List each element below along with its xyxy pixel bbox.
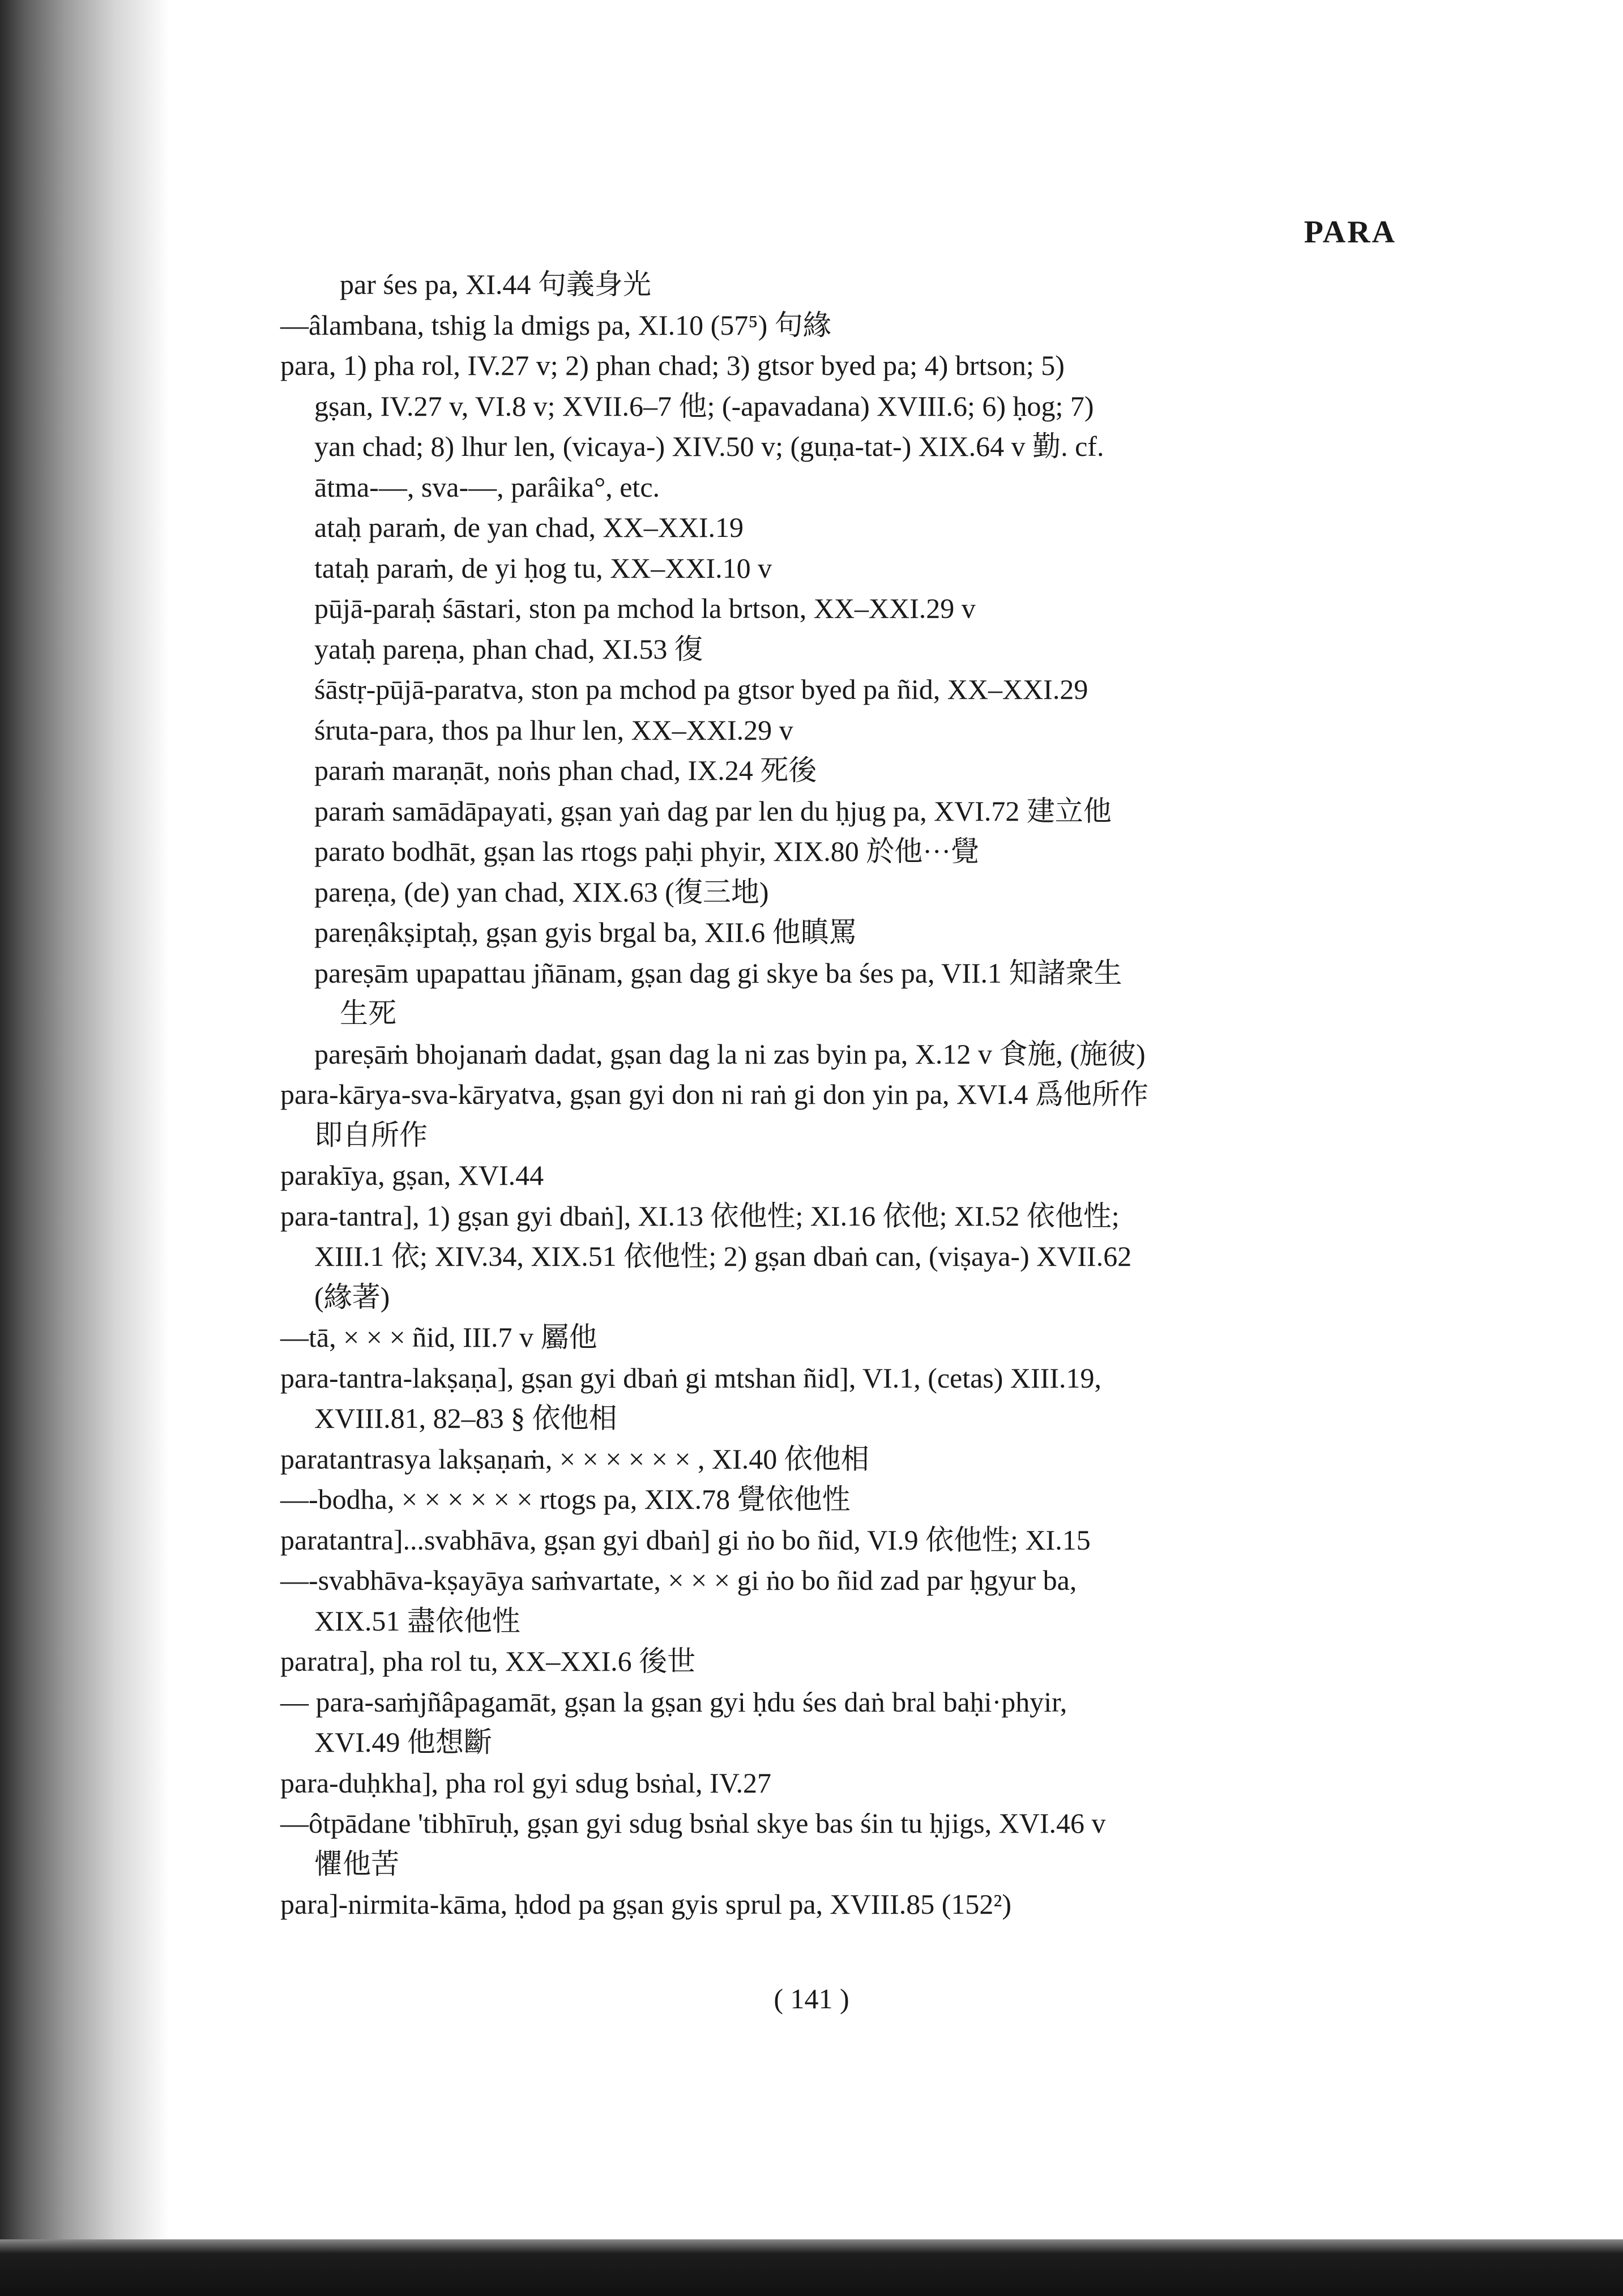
entry-line: ātma-—, sva-—, parâika°, etc. <box>314 471 660 503</box>
entry-line: śruta-para, thos pa lhur len, XX–XXI.29 v <box>314 714 793 746</box>
entry-line: gṣan, IV.27 v, VI.8 v; XVII.6–7 他; (-apavadana) XVIII.6; 6) ḥog; 7) <box>314 390 1094 422</box>
entry-line: pūjā-paraḥ śāstari, ston pa mchod la brtson, XX–XXI.29 v <box>314 592 976 624</box>
entry-line: (緣著) <box>314 1281 390 1313</box>
entry-line: paratantrasya lakṣaṇaṁ, × × × × × × , XI.40 依他相 <box>280 1443 869 1475</box>
entry-line: parakīya, gṣan, XVI.44 <box>280 1159 544 1191</box>
entry-line: —ôtpādane 'tibhīruḥ, gṣan gyi sdug bsṅal skye bas śin tu ḥjigs, XVI.46 v <box>280 1807 1106 1839</box>
entry-line: XVIII.81, 82–83 § 依他相 <box>314 1402 617 1434</box>
entry-line: XIX.51 盡依他性 <box>314 1605 520 1637</box>
entry-line: para-tantra-lakṣaṇa], gṣan gyi dbaṅ gi mtshan ñid], VI.1, (cetas) XIII.19, <box>280 1362 1101 1394</box>
entry-line: XIII.1 依; XIV.34, XIX.51 依他性; 2) gṣan dbaṅ can, (viṣaya-) XVII.62 <box>314 1240 1132 1272</box>
entry-line: pareṇâkṣiptaḥ, gṣan gyis brgal ba, XII.6 他瞋罵 <box>314 916 857 948</box>
entry-line: paraṁ samādāpayati, gṣan yaṅ dag par len du ḥjug pa, XVI.72 建立他 <box>314 795 1112 827</box>
entry-line: pareṇa, (de) yan chad, XIX.63 (復三地) <box>314 876 769 908</box>
entry-line: —tā, × × × ñid, III.7 v 屬他 <box>280 1321 597 1353</box>
entry-line: yan chad; 8) lhur len, (vicaya-) XIV.50 v; (guṇa-tat-) XIX.64 v 勤. cf. <box>314 430 1104 462</box>
entry-line: pareṣāṁ bhojanaṁ dadat, gṣan dag la ni zas byin pa, X.12 v 食施, (施彼) <box>314 1038 1146 1070</box>
entry-line: 即自所作 <box>314 1119 428 1151</box>
entry-line: 懼他苦 <box>314 1848 399 1880</box>
entry-line: yataḥ pareṇa, phan chad, XI.53 復 <box>314 633 703 665</box>
entry-line: śāstṛ-pūjā-paratva, ston pa mchod pa gtsor byed pa ñid, XX–XXI.29 <box>314 673 1088 705</box>
entry-line: para-kārya-sva-kāryatva, gṣan gyi don ni raṅ gi don yin pa, XVI.4 爲他所作 <box>280 1078 1148 1110</box>
entry-line: par śes pa, XI.44 句義身光 <box>340 268 651 300</box>
entry-line: pareṣām upapattau jñānam, gṣan dag gi skye ba śes pa, VII.1 知諸衆生 <box>314 957 1122 989</box>
page-number: ( 141 ) <box>774 1983 849 2015</box>
entry-line: ataḥ paraṁ, de yan chad, XX–XXI.19 <box>314 511 744 543</box>
page-header: PARA <box>1304 215 1396 250</box>
entry-line: —âlambana, tshig la dmigs pa, XI.10 (57⁵) 句緣 <box>280 309 831 341</box>
scan-bottom-edge <box>0 2239 1623 2296</box>
entry-line: para, 1) pha rol, IV.27 v; 2) phan chad; 3) gtsor byed pa; 4) brtson; 5) <box>280 349 1065 381</box>
entry-line: para]-nirmita-kāma, ḥdod pa gṣan gyis sprul pa, XVIII.85 (152²) <box>280 1888 1012 1920</box>
entry-line: 生死 <box>340 997 396 1029</box>
entry-line: para-duḥkha], pha rol gyi sdug bsṅal, IV.27 <box>280 1767 771 1799</box>
entry-line: —-svabhāva-kṣayāya saṁvartate, × × × gi ṅo bo ñid zad par ḥgyur ba, <box>280 1564 1077 1596</box>
entry-line: paratra], pha rol tu, XX–XXI.6 後世 <box>280 1645 696 1677</box>
entry-line: para-tantra], 1) gṣan gyi dbaṅ], XI.13 依他性; XI.16 依他; XI.52 依他性; <box>280 1200 1120 1232</box>
page-edge-shadow <box>0 0 170 2296</box>
entry-line: XVI.49 他想斷 <box>314 1726 492 1758</box>
entry-line: — para-saṁjñâpagamāt, gṣan la gṣan gyi ḥdu śes daṅ bral baḥi·phyir, <box>280 1686 1067 1718</box>
entry-line: tataḥ paraṁ, de yi ḥog tu, XX–XXI.10 v <box>314 552 772 584</box>
entry-line: —-bodha, × × × × × × rtogs pa, XIX.78 覺依他性 <box>280 1483 851 1515</box>
entry-line: paraṁ maraṇāt, noṅs phan chad, IX.24 死後 <box>314 754 817 786</box>
entry-line: paratantra]...svabhāva, gṣan gyi dbaṅ] gi ṅo bo ñid, VI.9 依他性; XI.15 <box>280 1524 1091 1556</box>
entry-line: parato bodhāt, gṣan las rtogs paḥi phyir, XIX.80 於他···覺 <box>314 835 980 867</box>
